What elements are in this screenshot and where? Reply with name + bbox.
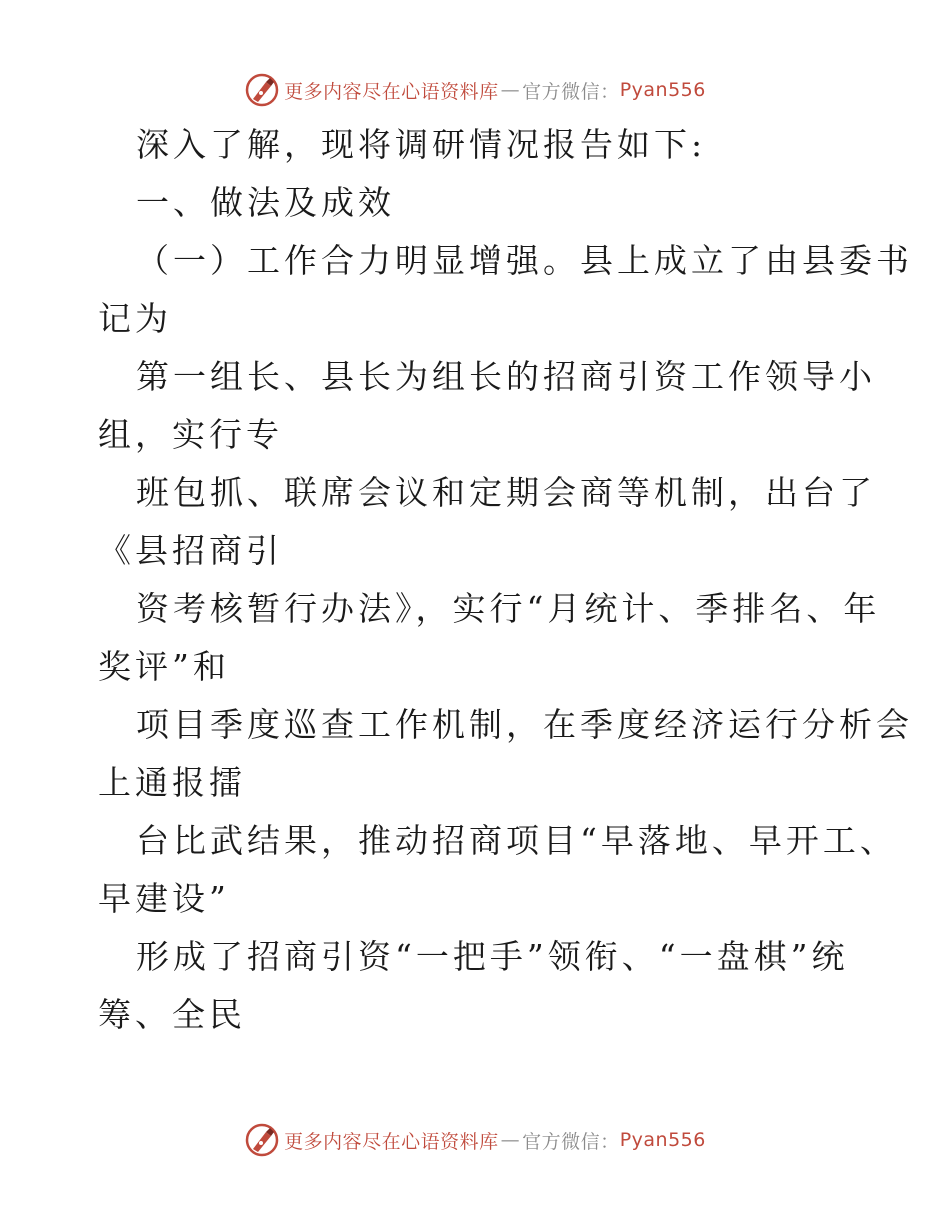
text-line: 《县招商引 [98, 531, 283, 570]
text-line: 组，实行专 [98, 415, 283, 454]
header-watermark [0, 72, 950, 108]
section-heading: 一、做法及成效 [136, 183, 395, 222]
text-line: 班包抓、联席会议和定期会商等机制，出台了 [136, 473, 876, 512]
text-line: 记为 [98, 299, 172, 338]
watermark-wechat-id: Pyan556 [619, 79, 706, 101]
text-line: （一）工作合力明显增强。县上成立了由县委书 [136, 241, 913, 280]
document-body [98, 116, 913, 1044]
pen-nib-logo-icon [244, 72, 280, 108]
watermark-separator: — [500, 79, 521, 101]
text-line: 筹、全民 [98, 995, 246, 1034]
text-line: 早建设” [98, 879, 230, 918]
watermark-separator: — [500, 1129, 521, 1151]
text-line: 奖评”和 [98, 647, 230, 686]
watermark-wechat-label: 官方微信： [522, 80, 620, 103]
watermark-text: 更多内容尽在心语资料库 [284, 80, 499, 103]
text-line: 台比武结果，推动招商项目“早落地、早开工、 [136, 821, 897, 860]
text-line: 资考核暂行办法》，实行“月统计、季排名、年 [136, 589, 881, 628]
text-line: 第一组长、县长为组长的招商引资工作领导小 [136, 357, 876, 396]
footer-watermark [0, 1122, 950, 1158]
watermark-wechat-id: Pyan556 [619, 1129, 706, 1151]
watermark-text: 更多内容尽在心语资料库 [284, 1130, 499, 1153]
pen-nib-logo-icon [244, 1122, 280, 1158]
watermark-wechat-label: 官方微信： [522, 1130, 620, 1153]
text-line: 上通报擂 [98, 763, 246, 802]
text-line: 项目季度巡查工作机制，在季度经济运行分析会 [136, 705, 913, 744]
text-line: 形成了招商引资“一把手”领衔、“一盘棋”统 [136, 937, 849, 976]
text-line: 深入了解，现将调研情况报告如下: [136, 125, 707, 164]
